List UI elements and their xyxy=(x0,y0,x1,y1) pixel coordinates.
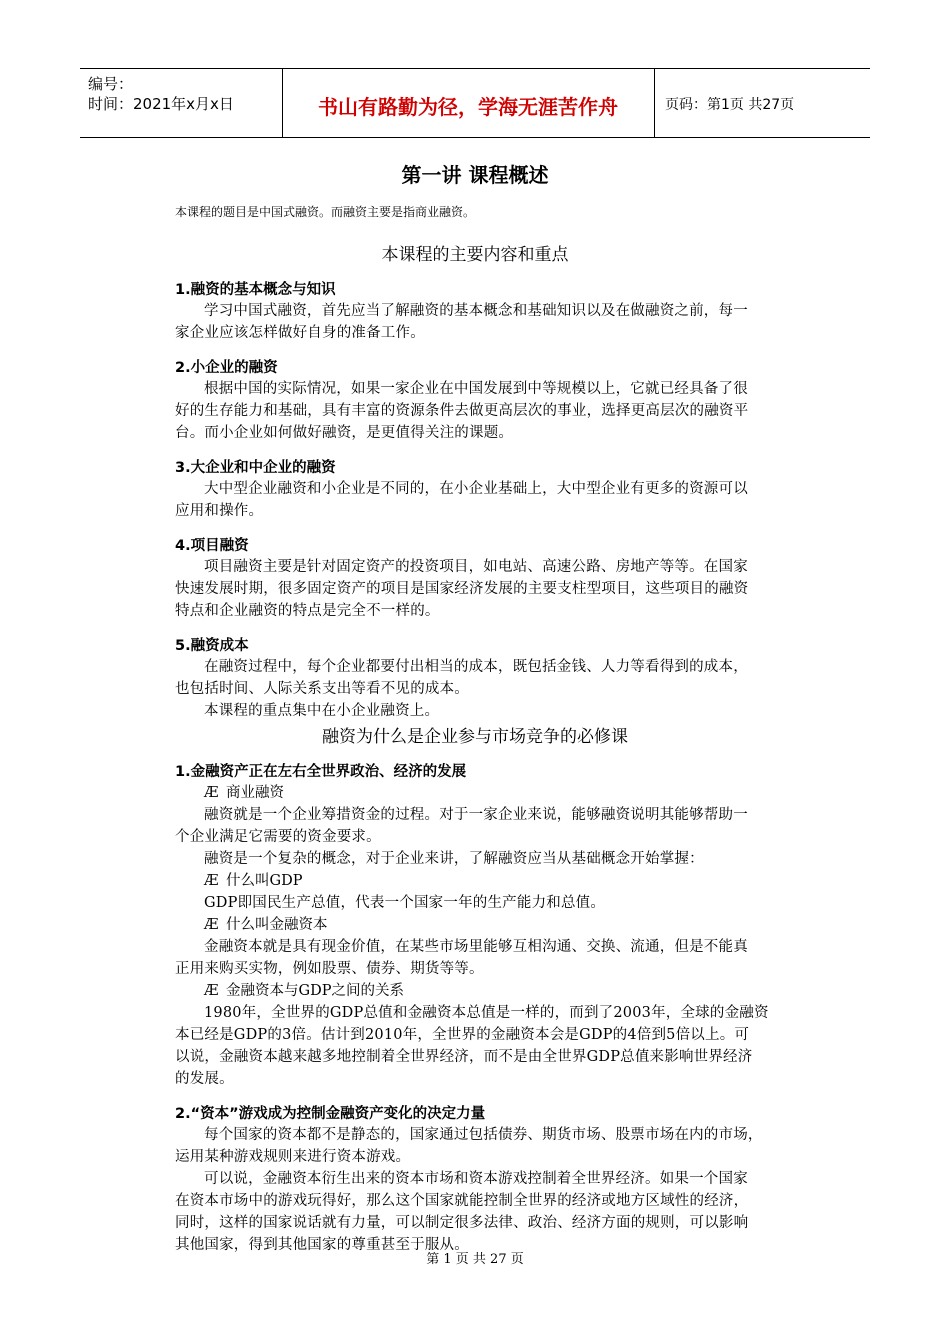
item-heading: 2.小企业的融资 xyxy=(175,360,278,376)
bullet-mark: Æ xyxy=(204,983,219,999)
bullet-text: 金融资本与GDP之间的关系 xyxy=(226,983,404,999)
paragraph-line: 快速发展时期，很多固定资产的项目是国家经济发展的主要支柱型项目，这些项目的融资 xyxy=(175,581,749,597)
paragraph-line: 融资是一个复杂的概念，对于企业来讲，了解融资应当从基础概念开始掌握： xyxy=(204,851,704,867)
paragraph-line: 大中型企业融资和小企业是不同的，在小企业基础上，大中型企业有更多的资源可以 xyxy=(204,481,748,497)
paragraph-line: 根据中国的实际情况，如果一家企业在中国发展到中等规模以上，它就已经具备了很 xyxy=(204,381,748,397)
paragraph-line: 在融资过程中，每个企业都要付出相当的成本，既包括金钱、人力等看得到的成本， xyxy=(204,659,748,675)
number-label: 编号： xyxy=(88,75,134,93)
bullet-text: 什么叫金融资本 xyxy=(226,917,328,933)
paragraph-line: 好的生存能力和基础，具有丰富的资源条件去做更高层次的事业，选择更高层次的融资平 xyxy=(175,403,749,419)
item-heading: 2.“资本”游戏成为控制金融资产变化的决定力量 xyxy=(175,1106,486,1122)
item-heading: 1.金融资产正在左右全世界政治、经济的发展 xyxy=(175,764,467,780)
section2-heading: 融资为什么是企业参与市场竞争的必修课 xyxy=(322,727,628,747)
paragraph-line: 每个国家的资本都不是静态的，国家通过包括债券、期货市场、股票市场在内的市场， xyxy=(204,1127,763,1143)
paragraph-line: 也包括时间、人际关系支出等看不见的成本。 xyxy=(175,681,469,697)
bullet-text: 什么叫GDP xyxy=(226,873,303,889)
item-heading: 4.项目融资 xyxy=(175,538,249,554)
paragraph-line: 金融资本就是具有现金价值，在某些市场里能够互相沟通、交换、流通，但是不能真 xyxy=(204,939,748,955)
header-page-cell xyxy=(655,69,870,137)
paragraph-line: 个企业满足它需要的资金要求。 xyxy=(175,829,381,845)
item-heading: 1.融资的基本概念与知识 xyxy=(175,282,336,298)
paragraph-line: 1980年，全世界的GDP总值和金融资本总值是一样的，而到了2003年，全球的金融资 xyxy=(204,1005,769,1021)
paragraph-line: 正用来购买实物，例如股票、债券、期货等等。 xyxy=(175,961,484,977)
paragraph-line: 应用和操作。 xyxy=(175,503,264,519)
bullet-item xyxy=(175,870,805,892)
item-heading: 3.大企业和中企业的融资 xyxy=(175,460,336,476)
header-meta-cell xyxy=(80,69,283,137)
paragraph-line: 学习中国式融资，首先应当了解融资的基本概念和基础知识以及在做融资之前，每一 xyxy=(204,303,748,319)
bullet-item xyxy=(175,980,805,1002)
section2-lines-b xyxy=(175,1124,805,1256)
header-motto-cell xyxy=(282,69,655,137)
motto: 书山有路勤为径，学海无涯苦作舟 xyxy=(318,95,618,119)
section1-content xyxy=(175,280,805,722)
paragraph-line: 本课程的重点集中在小企业融资上。 xyxy=(204,703,440,719)
paragraph-line: 的发展。 xyxy=(175,1071,234,1087)
page-footer: 第 1 页 共 27 页 xyxy=(426,1252,524,1267)
paragraph-line: 家企业应该怎样做好自身的准备工作。 xyxy=(175,325,425,341)
section2-content xyxy=(175,762,805,1256)
paragraph-line: 运用某种游戏规则来进行资本游戏。 xyxy=(175,1149,411,1165)
paragraph-line: 特点和企业融资的特点是完全不一样的。 xyxy=(175,603,440,619)
document-header xyxy=(80,68,870,138)
bullet-mark: Æ xyxy=(204,917,219,933)
section1-heading: 本课程的主要内容和重点 xyxy=(381,245,569,265)
bullet-item xyxy=(175,782,805,804)
intro-text: 本课程的题目是中国式融资。而融资主要是指商业融资。 xyxy=(175,205,476,219)
paragraph-line: 其他国家，得到其他国家的尊重甚至于服从。 xyxy=(175,1237,469,1253)
paragraph-line: 本已经是GDP的3倍。估计到2010年，全世界的金融资本会是GDP的4倍到5倍以上。可 xyxy=(175,1027,750,1043)
paragraph-line: 台。而小企业如何做好融资，是更值得关注的课题。 xyxy=(175,425,514,441)
paragraph-line: 在资本市场中的游戏玩得好，那么这个国家就能控制全世界的经济或地方区域性的经济， xyxy=(175,1193,749,1209)
bullet-mark: Æ xyxy=(204,785,219,801)
bullet-mark: Æ xyxy=(204,873,219,889)
paragraph-line: 融资就是一个企业筹措资金的过程。对于一家企业来说，能够融资说明其能够帮助一 xyxy=(204,807,748,823)
date-label: 时间：2021年x月x日 xyxy=(88,95,234,113)
lecture-title: 第一讲 课程概述 xyxy=(401,163,549,187)
bullet-text: 商业融资 xyxy=(226,785,284,801)
paragraph-line: 同时，这样的国家说话就有力量，可以制定很多法律、政治、经济方面的规则，可以影响 xyxy=(175,1215,749,1231)
page-info: 页码：第1页 共27页 xyxy=(665,97,795,113)
paragraph-line: 可以说，金融资本衍生出来的资本市场和资本游戏控制着全世界经济。如果一个国家 xyxy=(204,1171,748,1187)
section2-lines xyxy=(175,782,805,1090)
bullet-item xyxy=(175,914,805,936)
paragraph-line: 项目融资主要是针对固定资产的投资项目，如电站、高速公路、房地产等等。在国家 xyxy=(204,559,748,575)
paragraph-line: 以说，金融资本越来越多地控制着全世界经济，而不是由全世界GDP总值来影响世界经济 xyxy=(175,1049,753,1065)
paragraph-line: GDP即国民生产总值，代表一个国家一年的生产能力和总值。 xyxy=(204,895,606,911)
item-heading: 5.融资成本 xyxy=(175,638,249,654)
